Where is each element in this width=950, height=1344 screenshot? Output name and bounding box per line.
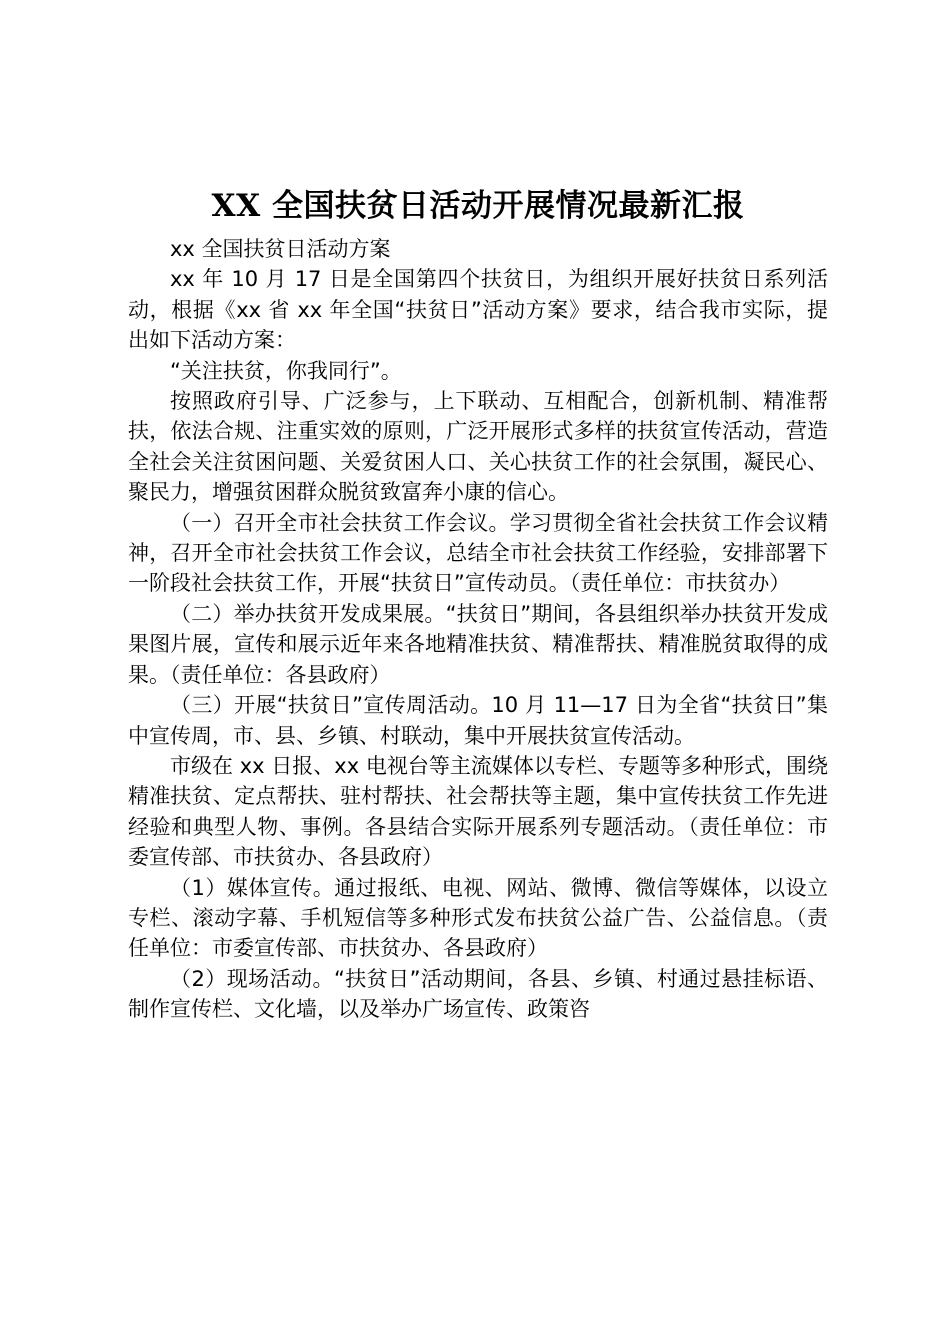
paragraph-8: 市级在 xx 日报、xx 电视台等主流媒体以专栏、专题等多种形式，围绕精准扶贫、定点帮扶、驻村帮扶、社会帮扶等主题，集中宣传扶贫工作先进经验和典型人物、事例。各县结合实际开展系列专题活动。（责任单位：市委宣传部、市扶贫办、各县政府） [128,753,828,870]
document-page [128,178,828,1025]
paragraph-7: （三）开展“扶贫日”宣传周活动。10 月 11—17 日为全省“扶贫日”集中宣传周，市、县、乡镇、村联动，集中开展扶贫宣传活动。 [128,693,828,748]
paragraph-1: xx 全国扶贫日活动方案 [170,237,391,261]
paragraph-6: （二）举办扶贫开发成果展。“扶贫日”期间，各县组织举办扶贫开发成果图片展，宣传和展示近年来各地精准扶贫、精准帮扶、精准脱贫取得的成果。（责任单位：各县政府） [128,601,828,687]
title-text: 全国扶贫日活动开展情况最新汇报 [260,188,745,224]
paragraph-5: （一）召开全市社会扶贫工作会议。学习贯彻全省社会扶贫工作会议精神，召开全市社会扶贫工作会议，总结全市社会扶贫工作经验，安排部署下一阶段社会扶贫工作，开展“扶贫日”宣传动员。（责任单位：市扶贫办） [128,510,828,596]
document-title [128,178,828,234]
title-prefix: XX [211,188,261,224]
paragraph-2: xx 年 10 月 17 日是全国第四个扶贫日，为组织开展好扶贫日系列活动，根据《xx 省 xx 年全国“扶贫日”活动方案》要求，结合我市实际，提出如下活动方案： [128,267,828,353]
paragraph-10: （2）现场活动。“扶贫日”活动期间，各县、乡镇、村通过悬挂标语、制作宣传栏、文化墙，以及举办广场宣传、政策咨 [128,966,828,1022]
paragraph-4: 按照政府引导、广泛参与，上下联动、互相配合，创新机制、精准帮扶，依法合规、注重实效的原则，广泛开展形式多样的扶贫宣传活动，营造全社会关注贫困问题、关爱贫困人口、关心扶贫工作的社会氛围，凝民心、聚民力，增强贫困群众脱贫致富奔小康的信心。 [128,389,828,505]
paragraph-9: （1）媒体宣传。通过报纸、电视、网站、微博、微信等媒体，以设立专栏、滚动字幕、手机短信等多种形式发布扶贫公益广告、公益信息。（责任单位：市委宣传部、市扶贫办、各县政府） [128,875,828,961]
paragraph-3: “关注扶贫，你我同行”。 [170,358,402,383]
